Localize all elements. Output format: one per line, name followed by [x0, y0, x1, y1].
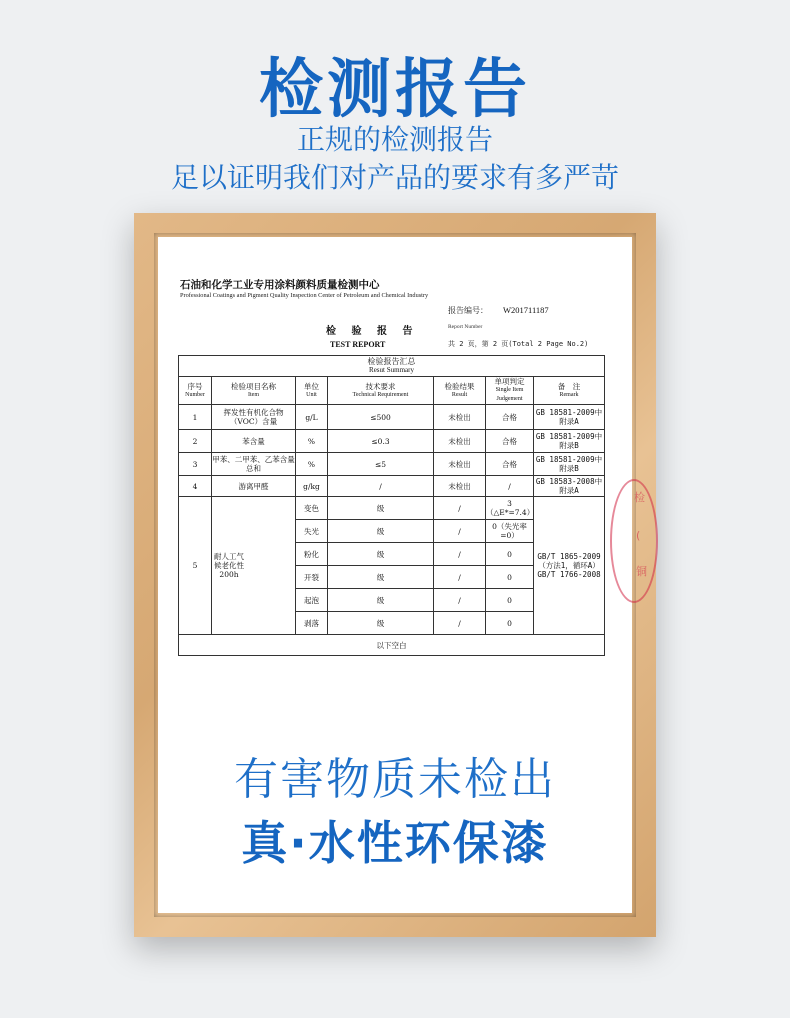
table-row	[179, 476, 605, 497]
cell-subitem: 起泡	[296, 589, 328, 612]
cell-unit: %	[296, 453, 328, 476]
column-header: 备 注 Remark	[534, 377, 605, 405]
cell-remark: GB 18581-2009中附录B	[534, 430, 605, 453]
table-footer-note: 以下空白	[179, 635, 605, 656]
official-seal-stamp	[610, 479, 658, 603]
cell-requirement: ≤5	[328, 453, 434, 476]
cell-item: 甲苯、二甲苯、乙苯含量总和	[212, 453, 296, 476]
weathering-group-label: 耐人工气候老化性200h	[214, 552, 244, 579]
cell-item: 挥发性有机化合物（VOC）含量	[212, 405, 296, 430]
cell-number: 1	[179, 405, 212, 430]
table-footer-row	[179, 635, 605, 656]
table-caption	[179, 356, 605, 377]
cell-result: 未检出	[434, 430, 486, 453]
cell-subitem: 粉化	[296, 543, 328, 566]
cell-judgement: 合格	[486, 405, 534, 430]
table-caption-en: Resut Summary	[369, 366, 414, 374]
inspection-center-name-en: Professional Coatings and Pigment Quality Inspection Center of Petroleum and Chemical Industry	[180, 292, 429, 299]
table-caption-row	[179, 356, 605, 377]
cell-remark: GB/T 1865-2009（方法1，循环A）GB/T 1766-2008	[534, 497, 605, 635]
slogan-no-harmful-substances: 有害物质未检出	[234, 754, 556, 805]
cell-subitem: 失光	[296, 520, 328, 543]
cell-unit: 级	[328, 520, 434, 543]
cell-remark: GB 18583-2008中附录A	[534, 476, 605, 497]
cell-unit: g/kg	[296, 476, 328, 497]
column-header: 技术要求 Technical Requirement	[328, 377, 434, 405]
cell-unit: 级	[328, 497, 434, 520]
column-header: 单项判定 Single Item Judgement	[486, 377, 534, 405]
cell-requirement: ≤500	[328, 405, 434, 430]
cell-subitem: 开裂	[296, 566, 328, 589]
subtitle-secondary: 足以证明我们对产品的要求有多严苛	[170, 161, 619, 194]
cell-number: 2	[179, 430, 212, 453]
cell-remark: GB 18581-2009中附录B	[534, 453, 605, 476]
cell-number: 5	[179, 497, 212, 635]
result-summary-table	[178, 355, 605, 656]
report-title-en: TEST REPORT	[330, 340, 386, 349]
stamp-char: 铜	[636, 565, 647, 578]
cell-result: 0（失光率=0）	[486, 520, 534, 543]
cell-result: 3（△E*=7.4）	[486, 497, 534, 520]
report-number-label-en: Report Number	[448, 324, 483, 330]
page-info: 共 2 页，第 2 页(Total 2 Page No.2)	[448, 340, 589, 348]
cell-result: 未检出	[434, 476, 486, 497]
report-number-label: 报告编号：	[448, 306, 488, 315]
column-header: 序号 Number	[179, 377, 212, 405]
test-report-document	[158, 237, 647, 913]
cell-requirement: /	[434, 543, 486, 566]
cell-requirement: /	[434, 566, 486, 589]
cell-judgement: /	[486, 476, 534, 497]
subtitle-primary: 正规的检测报告	[296, 123, 493, 156]
cell-remark: GB 18581-2009中附录A	[534, 405, 605, 430]
cell-result: 0	[486, 566, 534, 589]
table-caption-cn: 检验报告汇总	[367, 357, 416, 366]
report-title: 检 验 报 告	[326, 326, 419, 337]
table-row	[179, 405, 605, 430]
cell-item: 游离甲醛	[212, 476, 296, 497]
result-summary-table-wrap	[178, 355, 604, 656]
cell-item-group	[212, 497, 296, 635]
cell-unit: %	[296, 430, 328, 453]
cell-result: 0	[486, 612, 534, 635]
table-header-row	[179, 377, 605, 405]
cell-unit: 级	[328, 612, 434, 635]
cell-requirement: /	[434, 497, 486, 520]
cell-unit: 级	[328, 566, 434, 589]
cell-requirement: /	[434, 589, 486, 612]
stamp-char: 检	[634, 491, 645, 504]
cell-item: 苯含量	[212, 430, 296, 453]
cell-subitem: 变色	[296, 497, 328, 520]
column-header: 检验结果 Result	[434, 377, 486, 405]
table-row	[179, 430, 605, 453]
cell-result: 未检出	[434, 405, 486, 430]
cell-number: 4	[179, 476, 212, 497]
cell-requirement: ≤0.3	[328, 430, 434, 453]
table-row	[179, 453, 605, 476]
table-row	[179, 497, 605, 520]
cell-unit: g/L	[296, 405, 328, 430]
cell-judgement: 合格	[486, 430, 534, 453]
cell-unit: 级	[328, 589, 434, 612]
cell-number: 3	[179, 453, 212, 476]
inspection-center-name: 石油和化学工业专用涂料颜料质量检测中心	[180, 279, 380, 291]
cell-requirement: /	[328, 476, 434, 497]
cell-result: 未检出	[434, 453, 486, 476]
column-header: 单位 Unit	[296, 377, 328, 405]
page-title: 检测报告	[259, 53, 531, 127]
cell-result: 0	[486, 589, 534, 612]
cell-unit: 级	[328, 543, 434, 566]
cell-result: 0	[486, 543, 534, 566]
cell-requirement: /	[434, 520, 486, 543]
stamp-char: (	[636, 529, 641, 542]
cell-subitem: 剥落	[296, 612, 328, 635]
column-header: 检验项目名称 Item	[212, 377, 296, 405]
cell-judgement: 合格	[486, 453, 534, 476]
cell-requirement: /	[434, 612, 486, 635]
slogan-water-based-paint: 真·水性环保漆	[241, 816, 549, 870]
report-number: W201711187	[503, 305, 549, 315]
wooden-picture-frame	[134, 213, 656, 937]
